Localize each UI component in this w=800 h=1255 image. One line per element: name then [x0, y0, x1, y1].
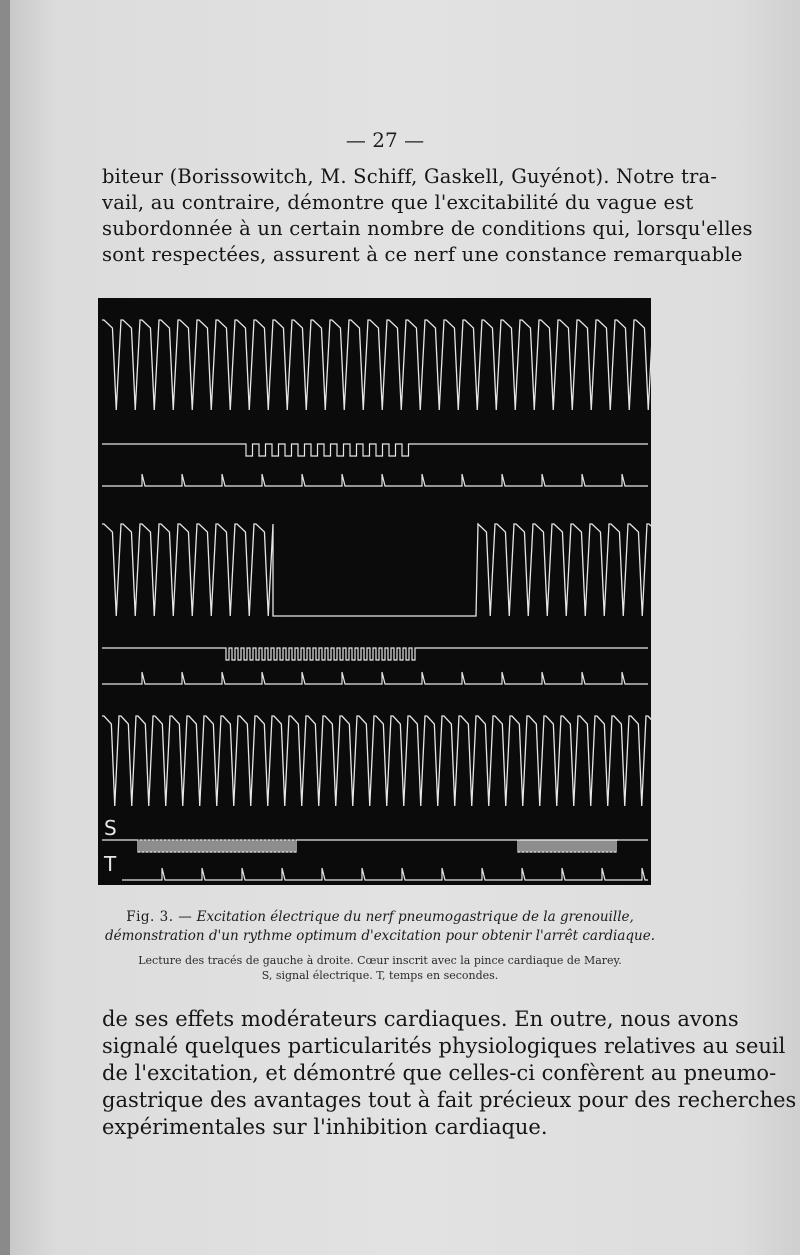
text-line: expérimentales sur l'inhibition cardiaque.	[102, 1115, 548, 1139]
signal-trace-1	[102, 444, 648, 456]
time-trace-3	[122, 868, 648, 880]
paragraph-bottom	[102, 1006, 797, 1141]
heart-trace-2	[102, 524, 651, 616]
time-trace-2	[102, 672, 648, 684]
text-line: subordonnée à un certain nombre de conditions qui, lorsqu'elles	[102, 217, 753, 240]
text-line: vail, au contraire, démontre que l'excitabilité du vague est	[102, 191, 694, 214]
book-page	[10, 0, 800, 1255]
caption-note-line2: S, signal électrique. T, temps en secondes.	[261, 969, 499, 982]
text-line: de ses effets modérateurs cardiaques. En outre, nous avons	[102, 1007, 739, 1031]
text-line: de l'excitation, et démontré que celles-ci confèrent au pneumo-	[102, 1061, 777, 1085]
kymograph-traces	[98, 298, 651, 885]
paragraph-top	[102, 164, 753, 268]
kymograph-figure	[98, 298, 651, 885]
signal-trace-3-right	[518, 840, 618, 852]
figure-caption	[70, 908, 690, 946]
figure-label: Fig. 3. —	[126, 909, 193, 925]
heart-trace-1	[102, 320, 651, 410]
signal-trace-2	[102, 648, 648, 660]
text-line: biteur (Borissowitch, M. Schiff, Gaskell, Guyénot). Notre tra-	[102, 165, 718, 188]
figure-legend-note	[110, 953, 650, 983]
caption-title-line1: Excitation électrique du nerf pneumogastrique de la grenouille,	[196, 909, 634, 925]
text-line: signalé quelques particularités physiologiques relatives au seuil	[102, 1034, 786, 1058]
caption-note-line1: Lecture des tracés de gauche à droite. Cœur inscrit avec la pince cardiaque de Marey.	[138, 954, 622, 967]
caption-title-line2: démonstration d'un rythme optimum d'excitation pour obtenir l'arrêt cardiaque.	[104, 928, 656, 944]
time-trace-label: T	[104, 852, 117, 876]
time-trace-1	[102, 474, 648, 486]
heart-trace-3	[102, 716, 651, 806]
signal-trace-label: S	[104, 816, 117, 840]
text-line: gastrique des avantages tout à fait précieux pour des recherches	[102, 1088, 797, 1112]
page-number: — 27 —	[345, 128, 425, 152]
text-line: sont respectées, assurent à ce nerf une constance remarquable	[102, 243, 743, 266]
